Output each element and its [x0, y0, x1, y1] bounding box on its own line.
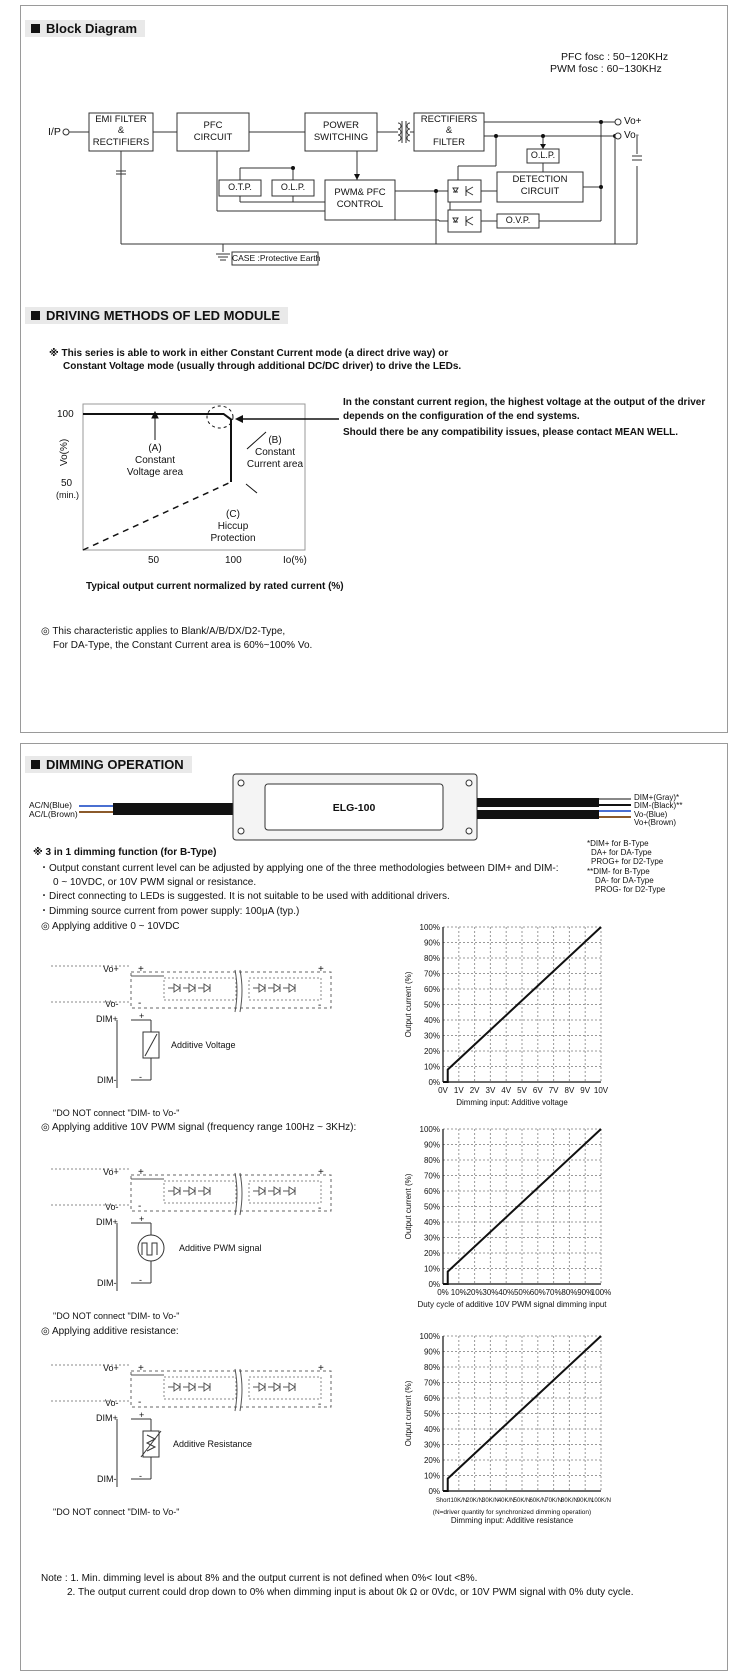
- y-tick-label: 50%: [423, 1409, 440, 1419]
- x-tick-label: 8V: [564, 1086, 575, 1095]
- x-tick-label: 70K/N: [545, 1498, 562, 1504]
- do-not-connect-note: "DO NOT connect "DIM- to Vo-": [53, 1507, 180, 1517]
- annotation-c-line2: Hiccup: [217, 521, 249, 532]
- annotation-b-line3: Current area: [246, 459, 304, 470]
- x-tick-label: 60%: [529, 1288, 546, 1297]
- hiccup-boundary: [83, 482, 231, 550]
- vo-minus-pin: Vo-: [105, 1202, 119, 1212]
- y-tick-label: 30%: [423, 1440, 440, 1450]
- x-tick-label: 4V: [501, 1086, 512, 1095]
- plus-sign: +: [318, 1167, 324, 1178]
- dimming-function-title: ※ 3 in 1 dimming function (for B-Type): [33, 847, 217, 858]
- dimming-note2: 2. The output current could drop down to 0% when dimming input is about 0k Ω or 0Vdc, or 10V PWM signal with 0% duty cycle.: [67, 1587, 634, 1598]
- x-tick-label: Short: [435, 1498, 451, 1504]
- pwm-pfc-control-label: PWM& PFC CONTROL: [334, 187, 386, 210]
- y-axis-label: Output current (%): [404, 1380, 413, 1447]
- additive-resistance-label: Additive Resistance: [173, 1439, 253, 1449]
- dimming-graphics: [21, 744, 727, 1670]
- cv-cc-caption: Typical output current normalized by rated current (%): [86, 581, 344, 592]
- block-diagram-title: Block Diagram: [25, 20, 145, 37]
- x-tick-label: 90%: [577, 1288, 594, 1297]
- do-not-connect-note: "DO NOT connect "DIM- to Vo-": [53, 1311, 180, 1321]
- minus-sign: -: [138, 1397, 142, 1408]
- y-tick-label: 80%: [423, 954, 440, 963]
- x-tick-label: 7V: [548, 1086, 559, 1095]
- y-tick-label: 50%: [423, 1000, 440, 1010]
- x-tick-label: 40%: [498, 1288, 515, 1297]
- dim-plus-gray-label: DIM+(Gray)*: [634, 793, 680, 802]
- footnote-line1: ◎ This characteristic applies to Blank/A/B/DX/D2-Type,: [41, 626, 286, 637]
- ovp-label: O.V.P.: [505, 215, 531, 225]
- plus-sign: +: [318, 1363, 324, 1374]
- x-tick-label: 2V: [469, 1086, 480, 1095]
- y-tick-label: 100%: [419, 923, 440, 932]
- y-axis-label: Output current (%): [404, 971, 413, 1038]
- driving-methods-title: DRIVING METHODS OF LED MODULE: [25, 307, 288, 324]
- vo-minus-blue-label: Vo-(Blue): [634, 810, 668, 819]
- dimming-bullet1b: 0 ~ 10VDC, or 10V PWM signal or resistance.: [53, 877, 257, 888]
- circuit-resistance: [51, 1365, 331, 1487]
- x-tick-label: 6V: [532, 1086, 543, 1095]
- x-tick-label: 20K/N: [466, 1498, 483, 1504]
- olp-label: O.L.P.: [280, 182, 306, 192]
- vo-minus-label: Vo-: [624, 130, 640, 141]
- circuit-pwm: [51, 1169, 331, 1291]
- y-tick-label: 0%: [428, 1078, 440, 1087]
- y-tick-label: 100%: [419, 1332, 440, 1341]
- y-tick-label: 70%: [423, 1378, 440, 1388]
- x-tick-label: 9V: [580, 1086, 591, 1095]
- olp-output-label: O.L.P.: [530, 150, 556, 160]
- annotation-a: (A): [148, 443, 162, 454]
- vo-minus-pin: Vo-: [105, 1398, 119, 1408]
- x-tick-label: 10K/N: [450, 1498, 468, 1504]
- dimming-chart-2: [404, 1125, 611, 1309]
- vo-plus-brown-label: Vo+(Brown): [634, 818, 677, 827]
- x-tick-label: 5V: [517, 1086, 527, 1095]
- x-axis-label: (N=driver quantity for synchronized dimming operation): [432, 1509, 592, 1516]
- minus-sign: -: [318, 1000, 322, 1011]
- y-tick-label: 0%: [428, 1280, 440, 1289]
- x-tick-label: 0%: [437, 1288, 449, 1297]
- y-tick-label: 20%: [423, 1249, 440, 1258]
- cv-cc-x-label: Io(%): [283, 555, 307, 566]
- y-tick-label: 30%: [423, 1031, 440, 1041]
- annotation-b: (B): [268, 435, 282, 446]
- cv-cc-x-tick-100: 100: [225, 555, 242, 566]
- footnote-line2: For DA-Type, the Constant Current area is 60%~100% Vo.: [53, 640, 313, 651]
- additive-pwm-label: Additive PWM signal: [179, 1243, 262, 1253]
- y-tick-label: 10%: [423, 1264, 440, 1274]
- minus-sign: -: [139, 1275, 142, 1285]
- vo-plus-pin: Vo+: [103, 1167, 119, 1177]
- dim-minus-pin: DIM-: [97, 1474, 117, 1484]
- pwm-fosc: PWM fosc : 60~130KHz: [550, 63, 662, 75]
- plus-sign: +: [318, 964, 324, 975]
- x-tick-label: 60K/N: [529, 1498, 547, 1504]
- vo-plus-pin: Vo+: [103, 1363, 119, 1373]
- case-label: CASE :Protective Earth: [232, 253, 321, 263]
- minus-sign: -: [138, 1201, 142, 1212]
- y-tick-label: 60%: [423, 1394, 440, 1403]
- x-tick-label: 50K/N: [513, 1498, 531, 1504]
- cv-cc-y-tick-min: (min.): [56, 490, 79, 500]
- side-note-line2: depends on the configuration of the end systems.: [343, 411, 580, 422]
- dimming-title: DIMMING OPERATION: [25, 756, 192, 773]
- x-axis-label: Dimming input: Additive voltage: [456, 1098, 568, 1107]
- plus-sign: +: [139, 1410, 145, 1420]
- y-tick-label: 40%: [423, 1425, 440, 1434]
- x-tick-label: 100%: [590, 1288, 612, 1297]
- annotation-c-line3: Protection: [210, 533, 256, 544]
- cv-cc-chart: [21, 6, 727, 732]
- plus-sign: +: [139, 1214, 145, 1224]
- plus-sign: +: [139, 1011, 145, 1021]
- y-tick-label: 90%: [423, 938, 440, 948]
- minus-sign: -: [138, 998, 142, 1009]
- ac-n-label: AC/N(Blue): [29, 800, 72, 810]
- block-diagram-panel: [20, 5, 728, 733]
- annotation-b-line2: Constant: [254, 447, 296, 458]
- cv-cc-y-tick-100: 100: [57, 409, 74, 420]
- model-label: ELG-100: [332, 802, 376, 814]
- cv-cc-y-label: Vo(%): [59, 438, 70, 466]
- dim-plus-pin: DIM+: [96, 1217, 118, 1227]
- plus-sign: +: [138, 1363, 144, 1374]
- x-tick-label: 70%: [545, 1288, 562, 1297]
- x-tick-label: 30K/N: [482, 1498, 499, 1504]
- additive-voltage-label: Additive Voltage: [171, 1040, 236, 1050]
- y-tick-label: 40%: [423, 1016, 440, 1025]
- dim-plus-pin: DIM+: [96, 1014, 118, 1024]
- minus-sign: -: [139, 1072, 142, 1082]
- cv-cc-y-tick-50: 50: [61, 478, 73, 489]
- annotation-a-line3: Voltage area: [126, 467, 184, 478]
- dimming-bullet3: ・Dimming source current from power supply: 100μA (typ.): [39, 906, 300, 917]
- x-axis-label: Duty cycle of additive 10V PWM signal dimming input: [417, 1300, 607, 1309]
- y-tick-label: 70%: [423, 969, 440, 979]
- circuit-voltage: [51, 966, 331, 1088]
- ip-label: I/P: [48, 126, 61, 138]
- annotation-c: (C): [226, 509, 240, 520]
- side-note-line1: In the constant current region, the highest voltage at the output of the driver: [343, 397, 706, 408]
- x-tick-label: 90K/N: [576, 1498, 594, 1504]
- x-tick-label: 20%: [466, 1288, 483, 1297]
- vo-plus-label: Vo+: [624, 116, 642, 127]
- dim-plus-pin: DIM+: [96, 1413, 118, 1423]
- plus-sign: +: [138, 1167, 144, 1178]
- y-tick-label: 60%: [423, 985, 440, 994]
- dimming-bullet1: ・Output constant current level can be adjusted by applying one of the three methodologies between DIM+ and DIM-:: [39, 863, 559, 874]
- driving-note-line2: Constant Voltage mode (usually through additional DC/DC driver) to drive the LEDs.: [63, 361, 462, 372]
- x-tick-label: 10V: [593, 1086, 609, 1095]
- x-tick-label: 40K/N: [497, 1498, 515, 1504]
- otp-label: O.T.P.: [228, 182, 252, 192]
- y-tick-label: 20%: [423, 1456, 440, 1465]
- do-not-connect-note: "DO NOT connect "DIM- to Vo-": [53, 1108, 180, 1118]
- y-tick-label: 100%: [419, 1125, 440, 1134]
- dimming-bullet2: ・Direct connecting to LEDs is suggested. It is not suitable to be used with additional drivers.: [39, 891, 450, 902]
- vo-plus-pin: Vo+: [103, 964, 119, 974]
- minus-sign: -: [318, 1399, 322, 1410]
- minus-sign: -: [318, 1203, 322, 1214]
- dim-minus-pin: DIM-: [97, 1075, 117, 1085]
- y-tick-label: 70%: [423, 1171, 440, 1181]
- x-tick-label: 3V: [485, 1086, 496, 1095]
- detection-circuit-label: DETECTION CIRCUIT: [512, 174, 568, 197]
- knee-arrowhead: [235, 415, 243, 423]
- x-tick-label: 80K/N: [561, 1498, 578, 1504]
- dimming-chart-1: [404, 923, 609, 1107]
- y-tick-label: 40%: [423, 1218, 440, 1227]
- plus-sign: +: [138, 964, 144, 975]
- dim-minus-pin: DIM-: [97, 1278, 117, 1288]
- dimming-panel: [20, 743, 728, 1671]
- cv-cc-x-tick-50: 50: [148, 555, 160, 566]
- vo-minus-pin: Vo-: [105, 999, 119, 1009]
- driving-note-line1: ※ This series is able to work in either Constant Current mode (a direct drive way) or: [49, 348, 449, 359]
- wire-notes-star: *DIM+ for B-Type DA+ for DA-Type PROG+ for D2-Type: [587, 839, 664, 867]
- case1-title: ◎ Applying additive 0 ~ 10VDC: [41, 921, 180, 932]
- y-tick-label: 30%: [423, 1233, 440, 1243]
- pfc-circuit-label: PFC CIRCUIT: [193, 120, 233, 143]
- x-tick-label: 10%: [450, 1288, 467, 1297]
- ac-l-label: AC/L(Brown): [29, 809, 78, 819]
- dim-minus-black-label: DIM-(Black)**: [634, 801, 683, 810]
- x-tick-label: 80%: [561, 1288, 578, 1297]
- y-tick-label: 20%: [423, 1047, 440, 1056]
- cv-cc-chart-frame: [83, 404, 305, 550]
- side-note-line3: Should there be any compatibility issues, please contact MEAN WELL.: [343, 427, 679, 438]
- x-tick-label: 100K/N: [590, 1498, 612, 1504]
- y-tick-label: 50%: [423, 1202, 440, 1212]
- x-tick-label: 50%: [513, 1288, 531, 1297]
- dimming-note1: Note : 1. Min. dimming level is about 8% and the output current is not defined when 0%< Iout <8%.: [41, 1573, 478, 1584]
- x-tick-label: 0V: [438, 1086, 448, 1095]
- rectifiers-filter-label: RECTIFIERS & FILTER: [420, 114, 478, 148]
- y-axis-label: Output current (%): [404, 1173, 413, 1240]
- x-tick-label: 1V: [453, 1086, 464, 1095]
- minus-sign: -: [139, 1471, 142, 1481]
- wire-notes-dstar: **DIM- for B-Type DA- for DA-Type PROG- for D2-Type: [587, 867, 666, 895]
- x-axis-label-2: Dimming input: Additive resistance: [450, 1516, 574, 1525]
- case2-title: ◎ Applying additive 10V PWM signal (frequency range 100Hz ~ 3KHz):: [41, 1122, 357, 1133]
- y-tick-label: 10%: [423, 1471, 440, 1481]
- y-tick-label: 90%: [423, 1140, 440, 1150]
- dimming-chart-3: [404, 1332, 611, 1525]
- y-tick-label: 80%: [423, 1363, 440, 1372]
- pfc-fosc: PFC fosc : 50~120KHz: [561, 51, 669, 63]
- power-switching-label: POWER SWITCHING: [313, 120, 369, 143]
- annotation-a-line2: Constant: [134, 455, 176, 466]
- y-tick-label: 90%: [423, 1347, 440, 1357]
- emi-filter-label: EMI FILTER & RECTIFIERS: [92, 114, 150, 148]
- y-tick-label: 0%: [428, 1487, 440, 1496]
- y-tick-label: 60%: [423, 1187, 440, 1196]
- y-tick-label: 10%: [423, 1062, 440, 1072]
- case3-title: ◎ Applying additive resistance:: [41, 1326, 179, 1337]
- x-tick-label: 30%: [482, 1288, 499, 1297]
- y-tick-label: 80%: [423, 1156, 440, 1165]
